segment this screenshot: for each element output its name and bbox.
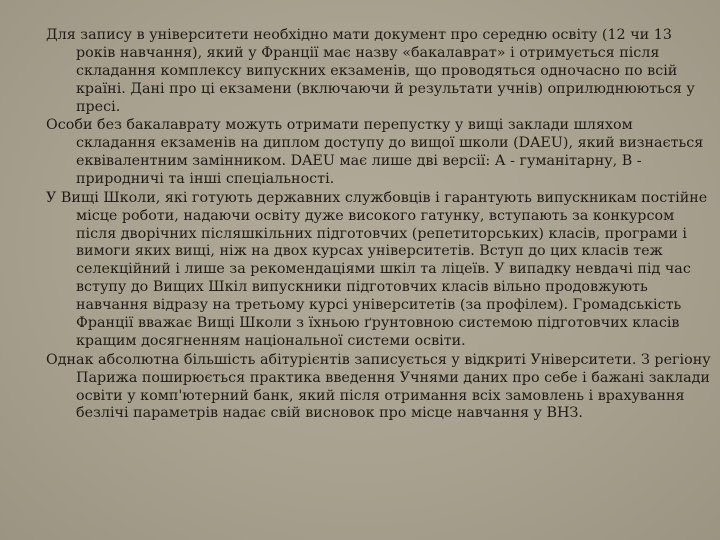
text-body [46,27,712,424]
paragraph-open-universities: Однак абсолютна більшість абітурієнтів записується у відкриті Університети. З регіону Парижа поширюється практика введення Учнями даних про себе і бажані заклади освіти у комп'ютерний банк, який після отримання всіх замовлень і врахування безлічі параметрів надає свій висновок про місце навчання у ВНЗ. [46,351,711,422]
paragraph-daeu-alternative: Особи без бакалаврату можуть отримати перепустку у вищі заклади шляхом складання екзаменів на диплом доступу до вищої школи (DAEU), який визнається еквівалентним замінником. DAEU має лише дві версії: А - гуманітарну, В - природничі та інші спеціальності. [46,117,704,188]
paragraph-admission-requirements: Для запису в університети необхідно мати документ про середню освіту (12 чи 13 років навчання), який у Франції має назву «бакалаврат» і отримується після складання комплексу випускних екзаменів, що проводяться одночасно по всій країні. Дані про ці екзамени (включаючи й результати учнів) оприлюднюються у пресі. [46,27,695,115]
paragraph-higher-schools: У Вищі Школи, які готують державних службовців і гарантують випускникам постійне місце роботи, надаючи освіту дуже високого гатунку, вступають за конкурсом після дворічних післяшкільних підготовчих (репетиторських) класів, програми і вимоги яких вищі, ніж на двох курсах університетів. Вступ до цих класів теж селекційний і лише за рекомендаціями шкіл та ліцеїв. У випадку невдачі під час вступу до Вищих Шкіл випускники підготовчих класів вільно продовжують навчання відразу на третьому курсі університетів (за профілем). Громадськість Франції вважає Вищі Школи з їхньою ґрунтовною системою підготовчих класів кращим досягненням національної системи освіти. [46,189,708,349]
